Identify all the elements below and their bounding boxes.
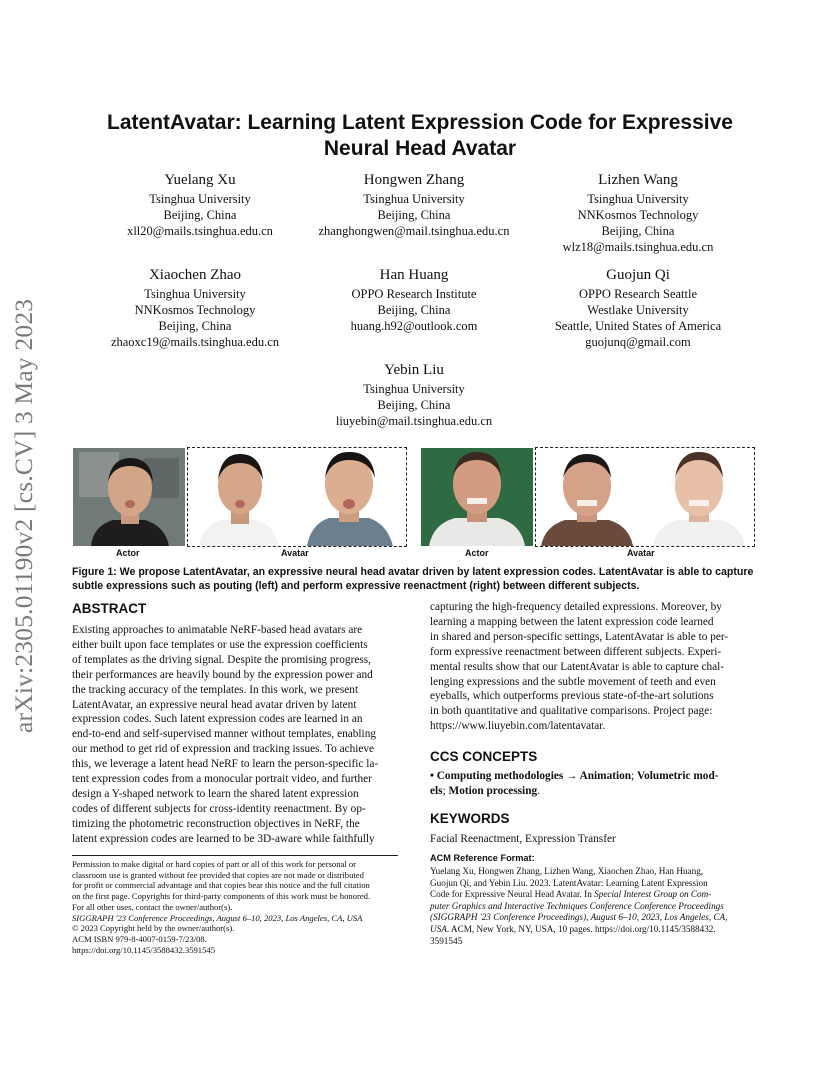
abstract-line: LatentAvatar, an expressive neural head avatar driven by latent xyxy=(72,698,357,711)
doi-link[interactable]: https://doi.org/10.1145/3588432.3591545 xyxy=(72,944,215,955)
author-name: Hongwen Zhang xyxy=(363,172,465,188)
figure-label-actor: Actor xyxy=(465,548,489,558)
author-name: Lizhen Wang xyxy=(598,172,678,188)
author-affiliation: NNKosmos Technology xyxy=(577,208,699,222)
author-name: Xiaochen Zhao xyxy=(148,267,242,283)
acm-reference-heading: ACM Reference Format: xyxy=(430,853,535,863)
abstract-line: expression codes. Such latent expression codes are learned in an xyxy=(72,713,363,726)
paper-title xyxy=(70,110,770,162)
acm-reference-venue: Special Interest Group on Com- xyxy=(594,889,712,900)
abstract-line: codes of different subjects for cross-identity reenactment. By op- xyxy=(72,802,366,815)
footnote-rule xyxy=(72,855,398,856)
ccs-line xyxy=(430,784,758,799)
author-affiliation: NNKosmos Technology xyxy=(134,303,256,317)
figure-label-avatar: Avatar xyxy=(627,548,655,558)
acm-reference-line: 3591545 xyxy=(430,935,463,946)
acm-reference-line: puter Graphics and Interactive Techniques Conference Conference Proceedings xyxy=(430,900,724,911)
author-affiliation: Beijing, China xyxy=(601,224,675,238)
acm-reference-line xyxy=(430,889,765,901)
author-email[interactable]: guojunq@gmail.com xyxy=(585,335,691,349)
author-affiliation: Beijing, China xyxy=(377,303,451,317)
ccs-separator: ; xyxy=(442,784,449,797)
author-affiliation: OPPO Research Institute xyxy=(351,287,477,301)
acm-reference-line: Guojun Qi, and Yebin Liu. 2023. LatentAvatar: Learning Latent Expression xyxy=(430,877,708,888)
author-email[interactable]: zhanghongwen@mail.tsinghua.edu.cn xyxy=(318,224,510,238)
abstract-line: end-to-end and self-supervised manner without templates, enabling xyxy=(72,728,376,741)
abstract-line: capturing the high-frequency detailed expressions. Moreover, by xyxy=(430,601,722,613)
author-block xyxy=(95,266,295,350)
author-block xyxy=(538,171,738,255)
abstract-line: lenging expressions and the subtle movement of teeth and even xyxy=(430,675,716,688)
acm-reference-line xyxy=(430,924,765,936)
abstract-line: tent expression codes from a monocular portrait video, and further xyxy=(72,773,372,786)
abstract-line: this, we leverage a latent head NeRF to learn the person-specific la- xyxy=(72,758,379,771)
abstract-left-column xyxy=(72,623,400,847)
abstract-line: mental results show that our LatentAvatar is able to capture chal- xyxy=(430,660,725,673)
author-affiliation: Tsinghua University xyxy=(149,192,251,206)
ccs-term: • Computing methodologies → Animation xyxy=(430,770,632,782)
author-block xyxy=(314,266,514,334)
figure-dashed-frame-right xyxy=(535,447,755,547)
abstract-line: form expressive reenactment between different subjects. Experi- xyxy=(430,645,722,658)
author-name: Guojun Qi xyxy=(606,267,670,283)
permission-line: on the first page. Copyrights for third-party components of this work must be honored. xyxy=(72,891,371,902)
permission-line: classroom use is granted without fee provided that copies are not made or distributed xyxy=(72,869,364,880)
acm-reference-line: Yuelang Xu, Hongwen Zhang, Lizhen Wang, Xiaochen Zhao, Han Huang, xyxy=(430,866,704,876)
author-affiliation: Tsinghua University xyxy=(363,382,465,396)
author-affiliation: Beijing, China xyxy=(158,319,232,333)
author-affiliation: Beijing, China xyxy=(163,208,237,222)
ccs-line xyxy=(430,769,758,784)
ccs-term: Motion processing xyxy=(448,784,538,797)
abstract-line: in both quantitative and qualitative comparisons. Project page: xyxy=(430,705,713,718)
ccs-separator: ; xyxy=(631,770,638,782)
abstract-line: design a Y-shaped network to learn the shared latent expression xyxy=(72,787,359,800)
abstract-line: Existing approaches to animatable NeRF-based head avatars are xyxy=(72,624,363,636)
author-email[interactable]: liuyebin@mail.tsinghua.edu.cn xyxy=(335,414,493,428)
keywords-text: Facial Reenactment, Expression Transfer xyxy=(430,833,616,845)
permission-line: ACM ISBN 979-8-4007-0159-7/23/08. xyxy=(72,933,207,944)
abstract-line: eyeballs, which outperforms previous state-of-the-art solutions xyxy=(430,690,714,703)
author-affiliation: Tsinghua University xyxy=(587,192,689,206)
acm-reference-venue: USA xyxy=(430,923,447,934)
author-name: Han Huang xyxy=(379,267,449,283)
author-block xyxy=(105,171,295,239)
ccs-period: . xyxy=(537,784,540,797)
figure-dashed-frame-left xyxy=(187,447,407,547)
author-name: Yebin Liu xyxy=(384,362,444,378)
acm-reference-line: (SIGGRAPH '23 Conference Proceedings), August 6–10, 2023, Los Angeles, CA, xyxy=(430,912,728,923)
permission-line: Permission to make digital or hard copies of part or all of this work for personal or xyxy=(72,859,357,869)
abstract-line: learning a mapping between the latent expression code learned xyxy=(430,615,714,628)
abstract-line: timizing the photometric reconstruction objectives in NeRF, the xyxy=(72,817,360,830)
acm-reference-segment: . ACM, New York, NY, USA, 10 pages. https://doi.org/10.1145/3588432. xyxy=(446,923,716,934)
title-line-1: LatentAvatar: Learning Latent Expression Code for Expressive xyxy=(107,111,733,134)
abstract-line: of templates as the driving signal. Despite the promising progress, xyxy=(72,653,371,666)
permission-line: for profit or commercial advantage and that copies bear this notice and the full citation xyxy=(72,880,370,891)
permission-notice xyxy=(72,859,407,955)
figure-caption: Figure 1: We propose LatentAvatar, an expressive neural head avatar driven by latent expression codes. LatentAvatar is able to capture subtle expressions such as pouting (left) and perform expressive reenactment (right) between different subjects. xyxy=(72,566,754,592)
permission-line: SIGGRAPH '23 Conference Proceedings, August 6–10, 2023, Los Angeles, CA, USA xyxy=(72,912,363,923)
ccs-concepts xyxy=(430,769,758,799)
permission-line: For all other uses, contact the owner/author(s). xyxy=(72,901,233,912)
author-email[interactable]: zhaoxc19@mails.tsinghua.edu.cn xyxy=(110,335,280,349)
abstract-line: either built upon face templates or use the expression coefficients xyxy=(72,638,368,651)
author-email[interactable]: xll20@mails.tsinghua.edu.cn xyxy=(127,224,273,238)
author-name: Yuelang Xu xyxy=(164,172,236,188)
author-block xyxy=(314,361,514,429)
author-affiliation: Tsinghua University xyxy=(363,192,465,206)
abstract-right-column xyxy=(430,600,758,734)
author-block xyxy=(528,266,748,350)
author-affiliation: OPPO Research Seattle xyxy=(578,287,698,301)
permission-line: © 2023 Copyright held by the owner/author(s). xyxy=(72,923,235,934)
author-affiliation: Beijing, China xyxy=(377,398,451,412)
ccs-term: Volumetric mod- xyxy=(637,770,719,782)
title-line-2: Neural Head Avatar xyxy=(323,137,517,160)
abstract-line: their performances are heavily bound by the expression power and xyxy=(72,668,373,681)
figure-label-avatar: Avatar xyxy=(281,548,309,558)
abstract-line: latent expression codes are learned to be 3D-aware while faithfully xyxy=(72,832,375,845)
author-email[interactable]: wlz18@mails.tsinghua.edu.cn xyxy=(562,240,714,254)
keywords-heading: KEYWORDS xyxy=(430,811,510,826)
abstract-line: the tracking accuracy of the templates. In this work, we present xyxy=(72,683,359,696)
author-affiliation: Seattle, United States of America xyxy=(554,319,722,333)
abstract-line: our method to get rid of expression and tracking issues. To achieve xyxy=(72,743,375,756)
project-page-link[interactable]: https://www.liuyebin.com/latentavatar. xyxy=(430,720,606,733)
figure-photo-actor-right xyxy=(421,448,533,546)
abstract-line: in shared and person-specific settings, LatentAvatar is able to per- xyxy=(430,630,729,643)
figure-label-actor: Actor xyxy=(116,548,140,558)
acm-reference-segment: Code for Expressive Neural Head Avatar. In xyxy=(430,889,595,900)
author-affiliation: Tsinghua University xyxy=(144,287,246,301)
author-affiliation: Westlake University xyxy=(587,303,689,317)
author-block xyxy=(304,171,524,239)
author-affiliation: Beijing, China xyxy=(377,208,451,222)
ccs-term: els xyxy=(430,784,443,797)
abstract-heading: ABSTRACT xyxy=(72,601,147,616)
ccs-heading: CCS CONCEPTS xyxy=(430,749,538,764)
acm-reference-text xyxy=(430,866,765,947)
figure-photo-actor-left xyxy=(73,448,185,546)
author-email[interactable]: huang.h92@outlook.com xyxy=(350,319,478,333)
arxiv-identifier: arXiv:2305.01190v2 [cs.CV] 3 May 2023 xyxy=(9,298,38,733)
